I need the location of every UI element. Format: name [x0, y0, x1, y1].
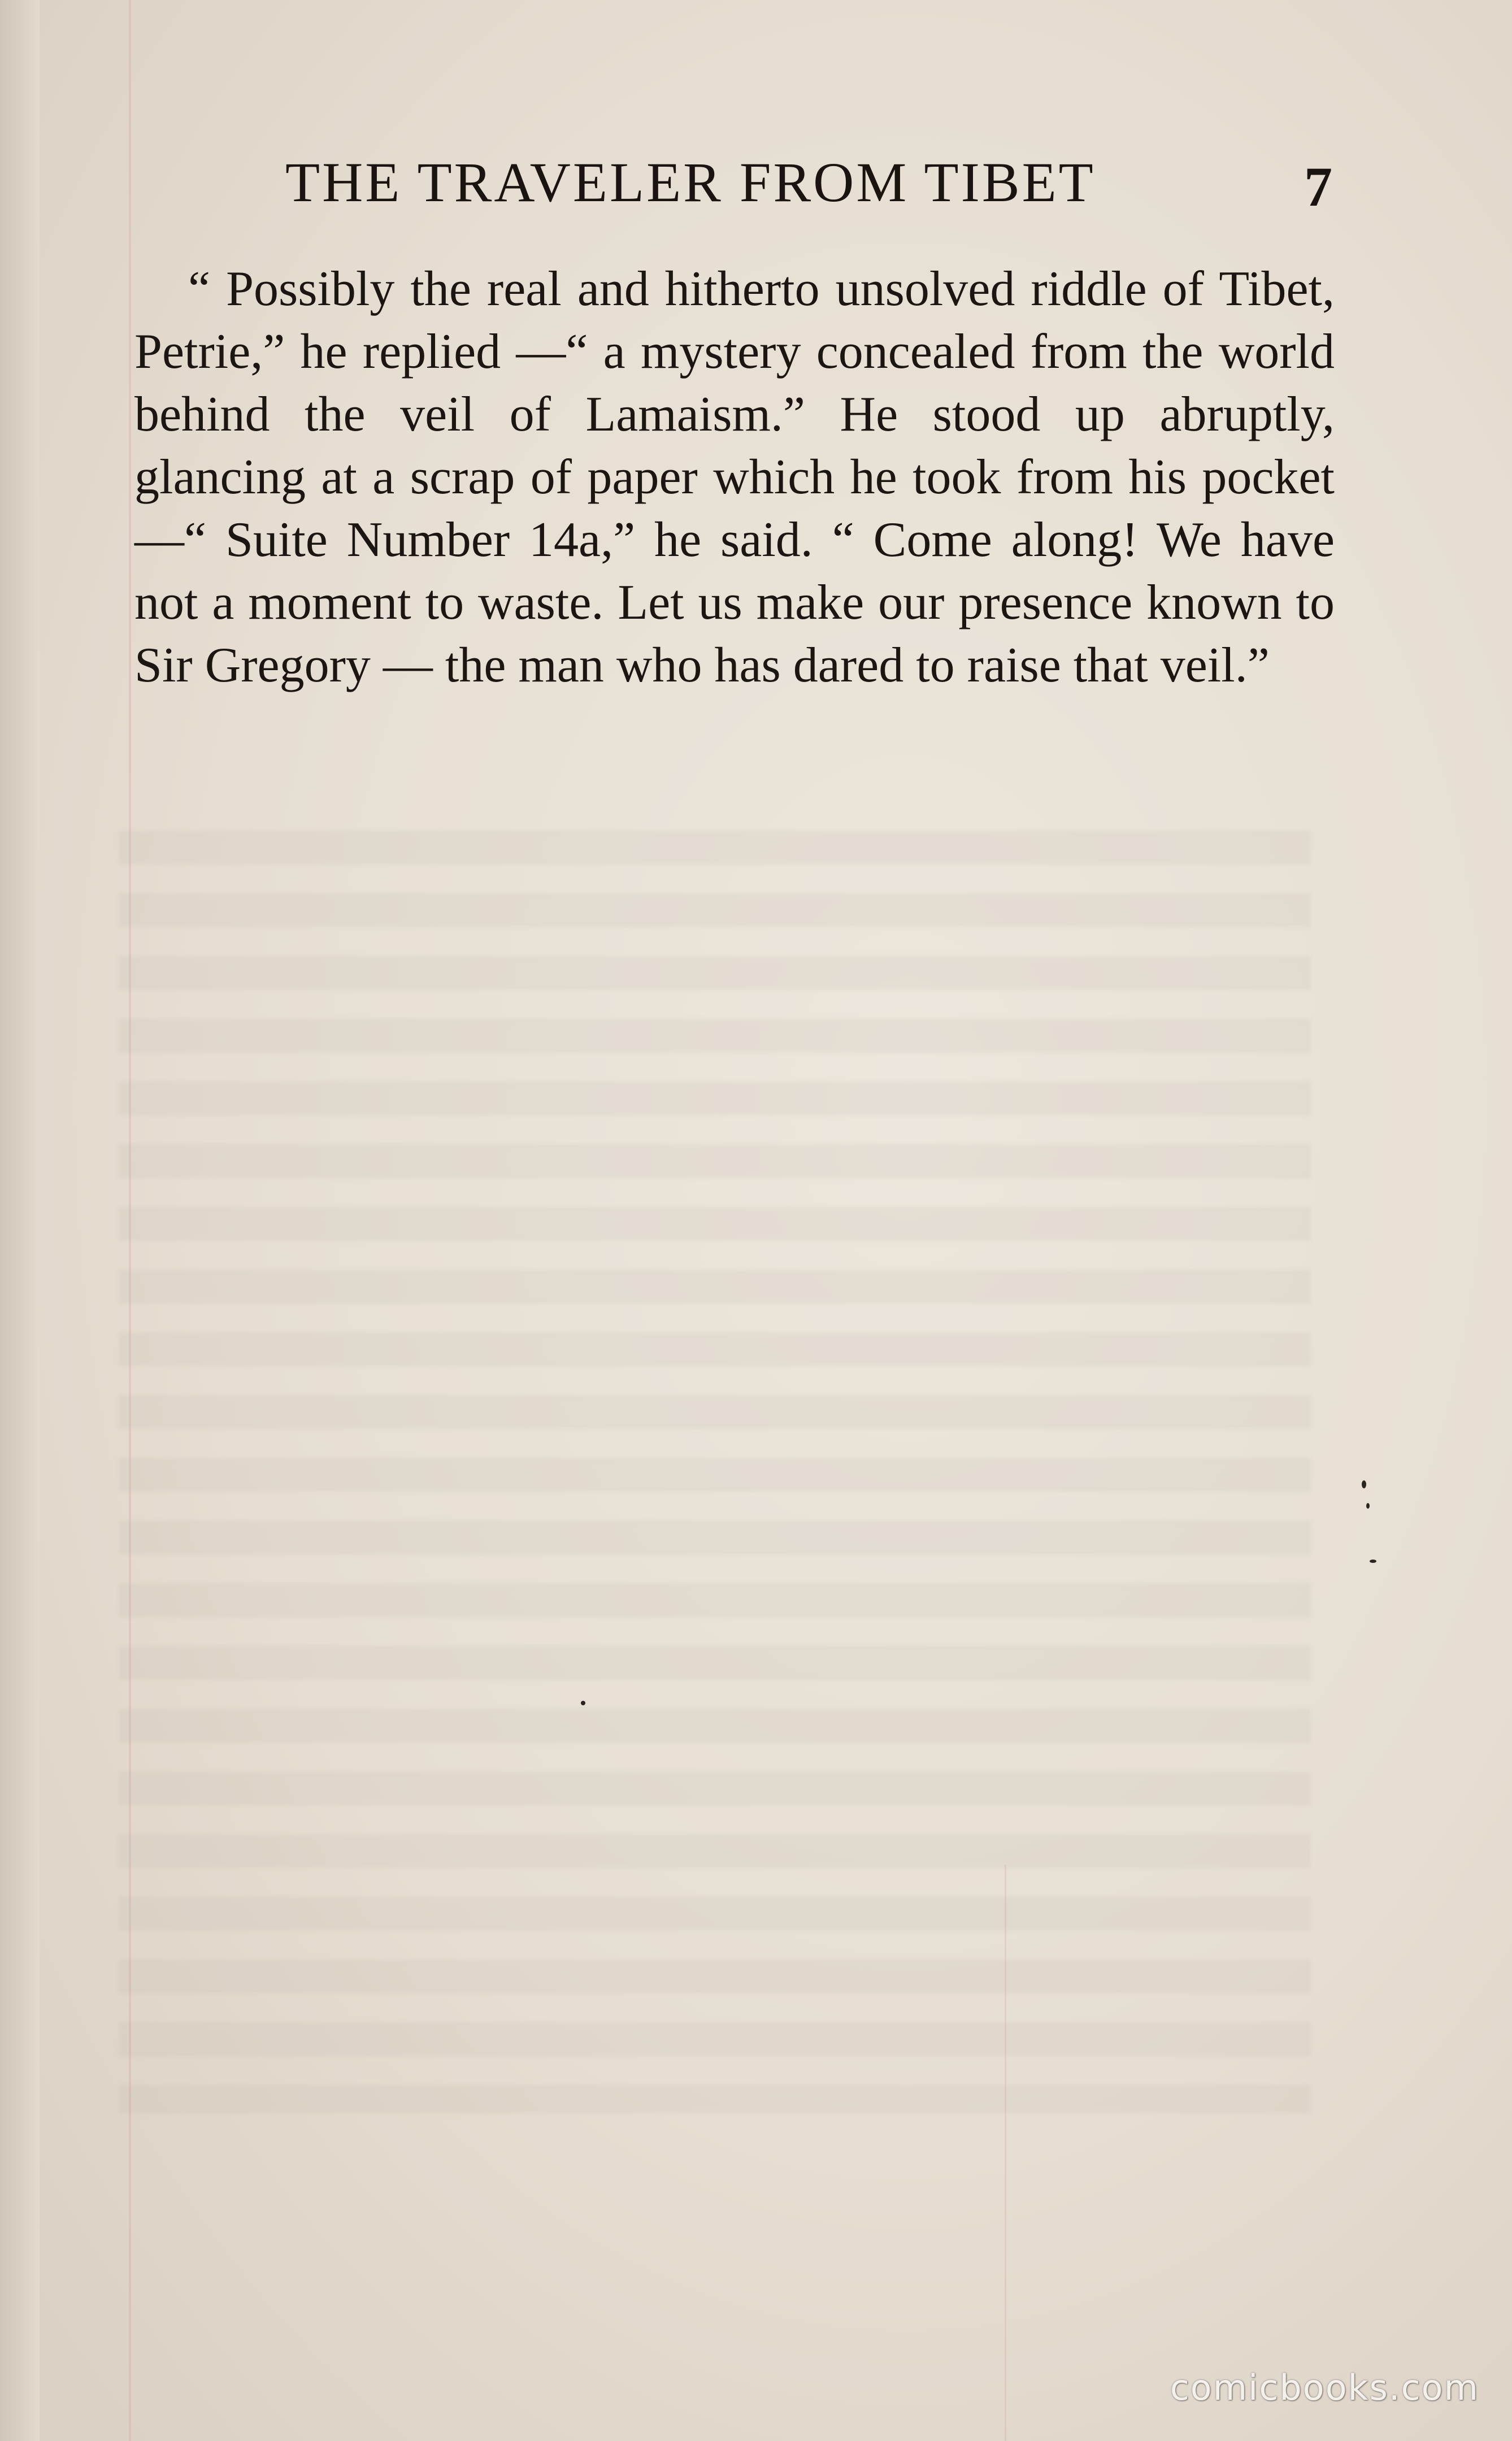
- page-header: [285, 151, 1332, 218]
- page-number: 7: [1304, 155, 1332, 218]
- ink-speck: [1366, 1503, 1370, 1509]
- ink-speck: [581, 1701, 585, 1705]
- show-through-text: [119, 831, 1311, 2113]
- ink-speck: [1370, 1560, 1376, 1563]
- body-paragraph: “ Possibly the real and hitherto unsolved riddle of Tibet, Petrie,” he replied —“ a mystery concealed from the world behind the veil of Lamaism.” He stood up abruptly, glancing at a scrap of paper which he took from his pocket —“ Suite Number 14a,” he said. “ Come along! We have not a moment to waste. Let us make our presence known to Sir Gregory — the man who has dared to raise that veil.”: [134, 262, 1335, 693]
- watermark: comicbooks.com: [1170, 2367, 1479, 2408]
- ink-speck: [1362, 1480, 1366, 1488]
- page-binding-edge: [0, 0, 40, 2441]
- running-head: THE TRAVELER FROM TIBET: [285, 151, 1096, 214]
